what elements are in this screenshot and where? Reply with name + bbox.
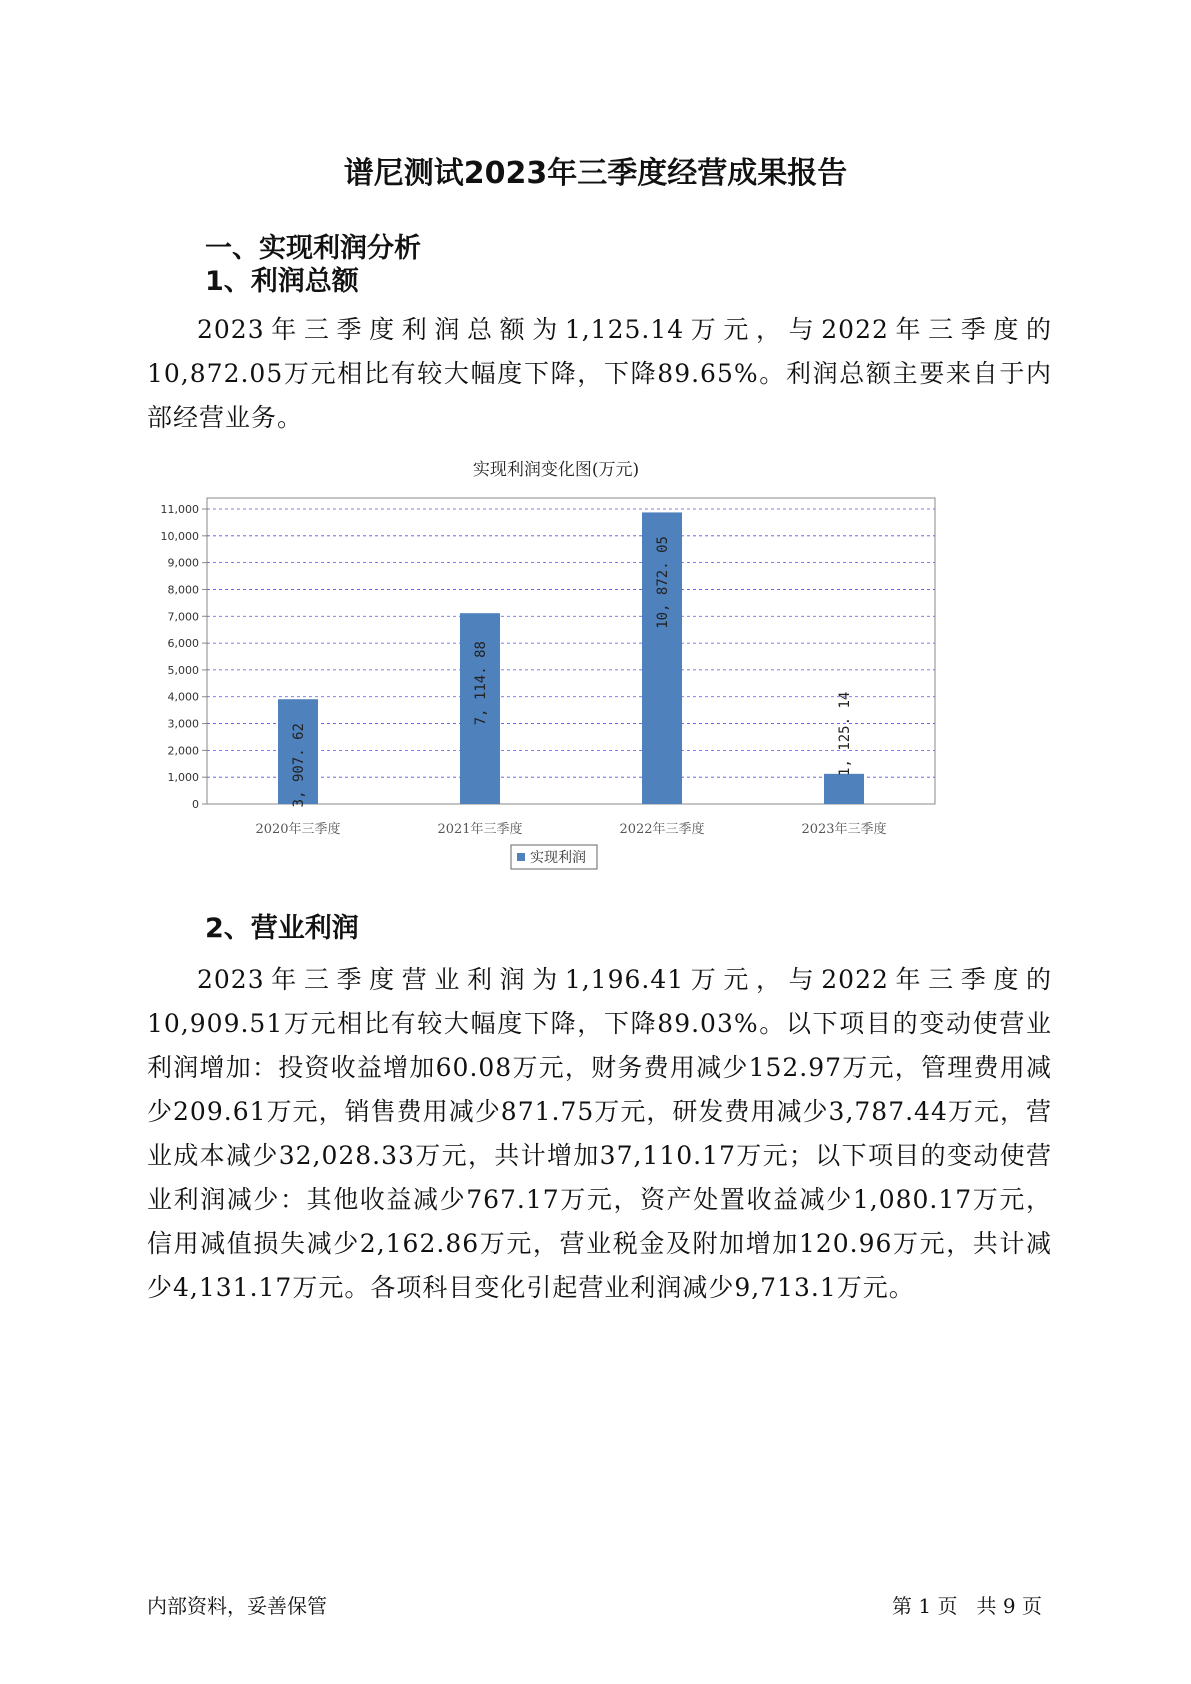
x-category-label: 2022年三季度	[619, 822, 705, 837]
y-tick-label: 2,000	[167, 744, 199, 758]
y-tick-label: 1,000	[167, 771, 199, 785]
subheading-total-profit: 1、利润总额	[205, 266, 359, 297]
y-tick-label: 3,000	[167, 717, 199, 731]
legend-swatch	[517, 853, 525, 861]
y-tick-label: 11,000	[160, 503, 199, 516]
legend-label: 实现利润	[530, 850, 586, 866]
bar-value-label: 7, 114. 88	[473, 641, 489, 726]
section-heading-profit-analysis: 一、实现利润分析	[205, 233, 421, 264]
footer-page-number: 第 1 页 共 9 页	[892, 1594, 1042, 1618]
footer-confidential-note: 内部资料，妥善保管	[147, 1594, 327, 1618]
y-tick-label: 8,000	[167, 583, 199, 597]
subheading-operating-profit: 2、营业利润	[205, 913, 359, 944]
y-tick-label: 0	[192, 798, 199, 811]
x-category-label: 2023年三季度	[801, 822, 887, 837]
bar-value-label: 10, 872. 05	[655, 536, 671, 629]
bar-value-label: 1, 125. 14	[837, 691, 853, 776]
paragraph-operating-profit: 2023年三季度营业利润为1,196.41万元，与2022年三季度的10,909.51万元相比有较大幅度下降，下降89.03%。以下项目的变动使营业利润增加：投资收益增加60.08万元，财务费用减少152.97万元，管理费用减少209.61万元，销售费用减少871.75万元，研发费用减少3,787.44万元，营业成本减少32,028.33万元，共计增加37,110.17万元；以下项目的变动使营业利润减少：其他收益减少767.17万元，资产处置收益减少1,080.17万元，信用减值损失减少2,162.86万元，营业税金及附加增加120.96万元，共计减少4,131.17万元。各项科目变化引起营业利润减少9,713.1万元。	[147, 965, 1052, 1302]
y-tick-label: 6,000	[167, 637, 199, 651]
y-tick-label: 5,000	[167, 663, 199, 677]
y-tick-label: 10,000	[160, 529, 199, 543]
report-title: 谱尼测试2023年三季度经营成果报告	[343, 156, 848, 191]
chart-title: 实现利润变化图(万元)	[472, 460, 640, 480]
profit-bar-chart	[160, 460, 1040, 963]
y-tick-label: 9,000	[167, 556, 199, 570]
paragraph-total-profit: 2023年三季度利润总额为1,125.14万元，与2022年三季度的10,872.05万元相比有较大幅度下降，下降89.65%。利润总额主要来自于内部经营业务。	[147, 315, 1052, 432]
bar-value-label: 3, 907. 62	[291, 723, 307, 808]
y-tick-label: 4,000	[167, 690, 199, 704]
y-tick-label: 7,000	[167, 610, 199, 624]
bar	[824, 774, 864, 804]
x-category-label: 2020年三季度	[255, 822, 341, 837]
x-category-label: 2021年三季度	[437, 822, 523, 837]
